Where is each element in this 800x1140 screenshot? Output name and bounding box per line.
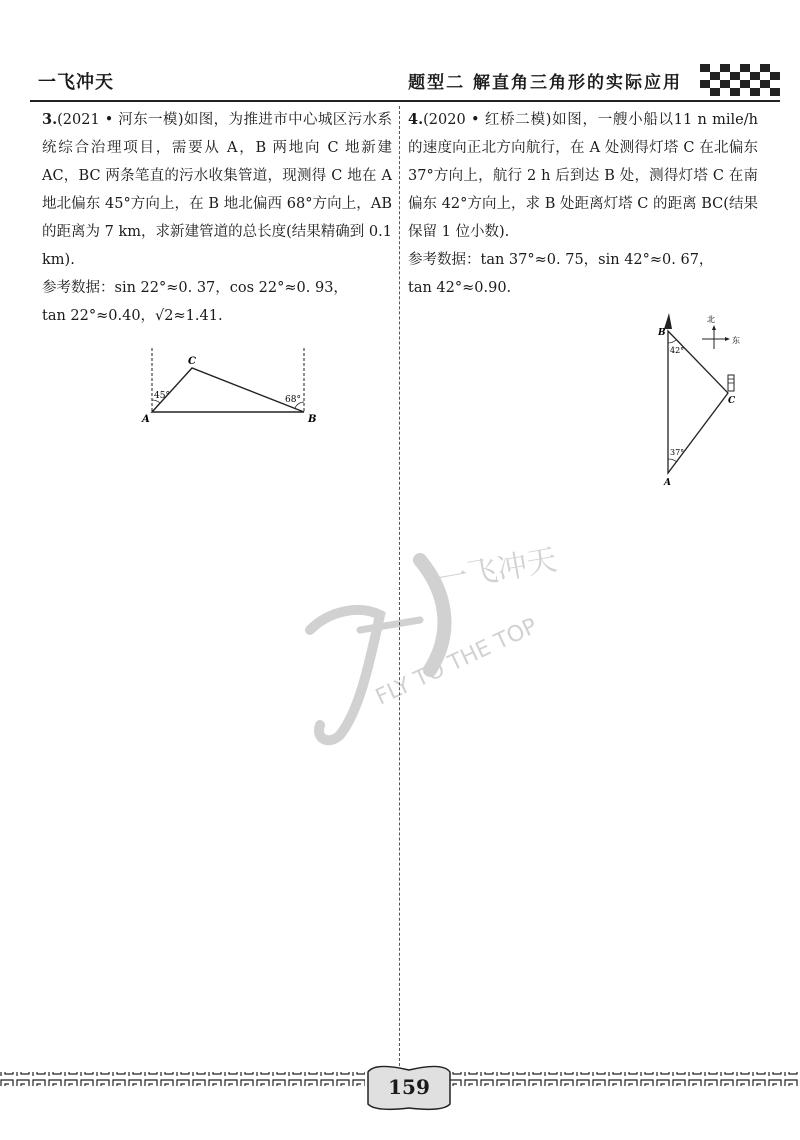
watermark-logo [270, 520, 570, 760]
figure-problem-3 [140, 340, 330, 430]
reference-data-line-2: tan 42°≈0.90. [408, 280, 512, 296]
label-a: A [142, 414, 150, 425]
label-a: A [664, 478, 671, 488]
figure-problem-4 [652, 305, 762, 490]
watermark-chinese: 一飞冲天 [435, 542, 560, 598]
label-b: B [658, 328, 666, 338]
angle-arc-a [668, 459, 677, 462]
triangle-abc [152, 368, 304, 412]
reference-data-line-1: 参考数据：sin 22°≈0. 37，cos 22°≈0. 93， [42, 280, 348, 296]
problem-4 [408, 106, 758, 302]
angle-b-label: 68° [285, 395, 301, 405]
compass-icon [702, 314, 740, 349]
brand-logo: 一飞冲天 [38, 72, 114, 93]
page-header [30, 58, 780, 102]
page-number: 159 [388, 1075, 430, 1099]
reference-data-line-2: tan 22°≈0.40，√2≈1.41. [42, 308, 223, 324]
angle-a-label: 37° [670, 448, 685, 457]
angle-arc-b [668, 340, 676, 343]
problem-number: 4. [408, 111, 424, 128]
boat-icon [664, 313, 672, 329]
problem-source: (2021 • 河东一模) [57, 112, 184, 128]
problem-text: 如图，为推进市中心城区污水系统综合治理项目，需要从 A，B 两地向 C 地新建 AC，BC 两条笔直的污水收集管道，现测得 C 地在 A 地北偏东 45°方向上，在 B 地北偏西 68°方向上，AB 的距离为 7 km，求新建管道的总长度(结果精确到 0.1 km). [42, 112, 392, 268]
watermark-english: FLY TO THE TOP [371, 613, 542, 711]
compass-north-label: 北 [707, 315, 715, 324]
section-title: 题型二 解直角三角形的实际应用 [408, 73, 682, 93]
label-c: C [728, 396, 736, 406]
problem-number: 3. [42, 111, 58, 128]
header-rule [30, 100, 780, 102]
problem-source: (2020 • 红桥二模) [423, 112, 552, 128]
problem-3 [42, 106, 392, 330]
label-b: B [308, 414, 317, 425]
checker-decoration-icon [700, 64, 780, 96]
angle-a-label: 45° [154, 391, 170, 401]
reference-data-line-1: 参考数据：tan 37°≈0. 75，sin 42°≈0. 67， [408, 252, 714, 268]
label-c: C [188, 356, 196, 367]
compass-east-label: 东 [732, 336, 740, 345]
angle-b-label: 42° [670, 346, 685, 355]
problem-text: 如图，一艘小船以11 n mile/h的速度向正北方向航行，在 A 处测得灯塔 C 在北偏东 37°方向上，航行 2 h 后到达 B 处，测得灯塔 C 在南偏东 42°方向上，求 B 处距离灯塔 C 的距离 BC(结果保留 1 位小数). [408, 112, 758, 240]
